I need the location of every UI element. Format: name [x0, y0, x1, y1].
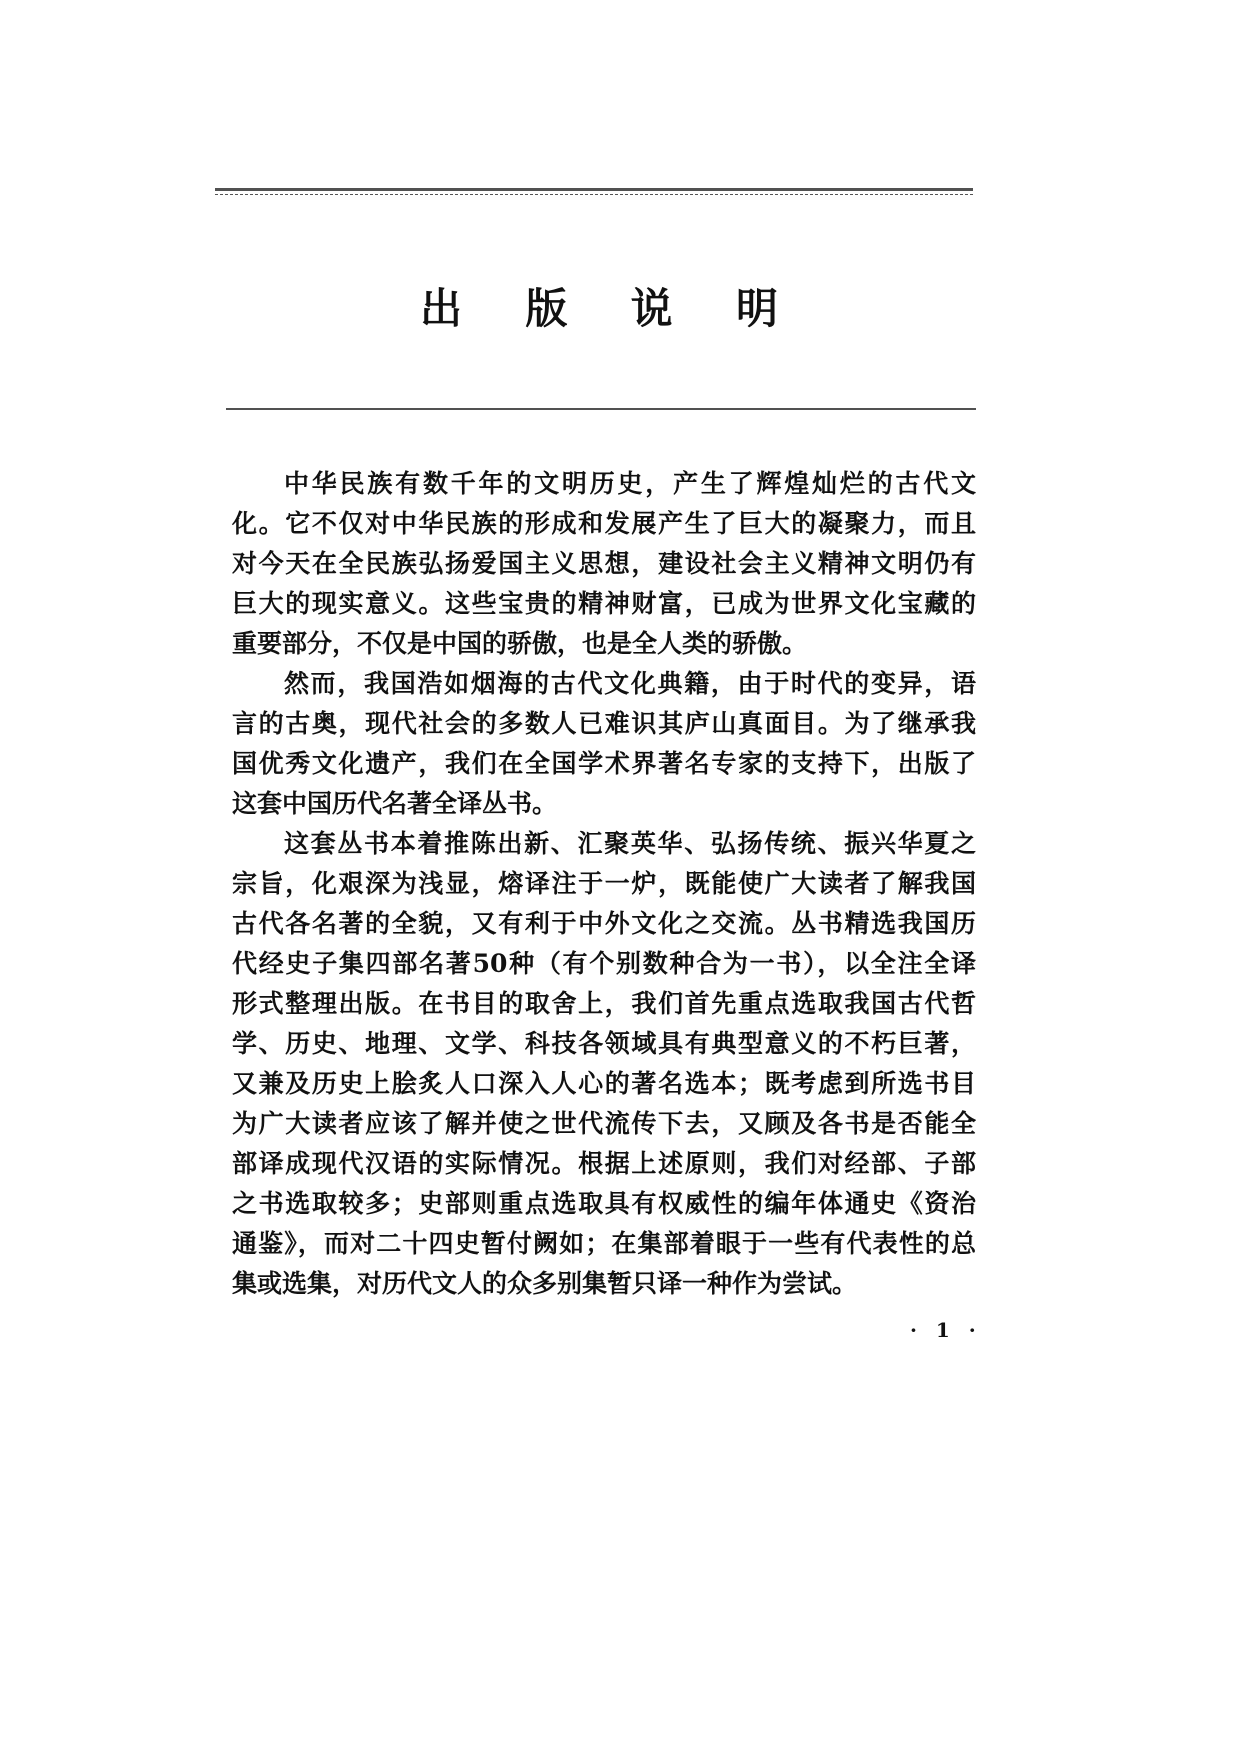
text-line: 重要部分，不仅是中国的骄傲，也是全人类的骄傲。 [232, 629, 808, 658]
text-line: 之书选取较多；史部则重点选取具有权威性的编年体通史《资治 [232, 1189, 976, 1218]
body-text [232, 464, 976, 1304]
text-line: 宗旨，化艰深为浅显，熔译注于一炉，既能使广大读者了解我国 [232, 869, 976, 898]
text-line: 学、历史、地理、文学、科技各领域具有典型意义的不朽巨著， [232, 1029, 976, 1058]
text-line: 这套中国历代名著全译丛书。 [232, 789, 558, 818]
text-line: 通鉴》，而对二十四史暂付阙如；在集部着眼于一些有代表性的总 [232, 1229, 976, 1258]
text-line: 为广大读者应该了解并使之世代流传下去，又顾及各书是否能全 [232, 1109, 976, 1138]
top-rule [215, 188, 973, 191]
paragraph [232, 464, 976, 664]
paragraph [232, 824, 976, 1304]
page-number: · 1 · [910, 1318, 982, 1342]
text-line: 对今天在全民族弘扬爱国主义思想，建设社会主义精神文明仍有 [232, 549, 976, 578]
text-line: 又兼及历史上脍炙人口深入人心的著名选本；既考虑到所选书目 [232, 1069, 976, 1098]
text-line: 集或选集，对历代文人的众多别集暂只译一种作为尝试。 [232, 1269, 858, 1298]
text-line: 巨大的现实意义。这些宝贵的精神财富，已成为世界文化宝藏的 [232, 589, 976, 618]
text-line: 这套丛书本着推陈出新、汇聚英华、弘扬传统、振兴华夏之 [284, 829, 976, 858]
title-rule [226, 408, 976, 410]
text-line: 然而，我国浩如烟海的古代文化典籍，由于时代的变异，语 [284, 669, 976, 698]
text-line: 形式整理出版。在书目的取舍上，我们首先重点选取我国古代哲 [232, 989, 976, 1018]
text-line: 代经史子集四部名著50种（有个别数种合为一书），以全注全译 [232, 949, 976, 978]
text-line: 部译成现代汉语的实际情况。根据上述原则，我们对经部、子部 [232, 1149, 976, 1178]
text-line: 言的古奥，现代社会的多数人已难识其庐山真面目。为了继承我 [232, 709, 976, 738]
top-rule-secondary [215, 194, 973, 195]
text-line: 化。它不仅对中华民族的形成和发展产生了巨大的凝聚力，而且 [232, 509, 976, 538]
text-line: 中华民族有数千年的文明历史，产生了辉煌灿烂的古代文 [284, 469, 976, 498]
text-line: 国优秀文化遗产，我们在全国学术界著名专家的支持下，出版了 [232, 749, 976, 778]
text-line: 古代各名著的全貌，又有利于中外文化之交流。丛书精选我国历 [232, 909, 976, 938]
page-title: 出版说明 [420, 284, 780, 333]
paragraph [232, 664, 976, 824]
